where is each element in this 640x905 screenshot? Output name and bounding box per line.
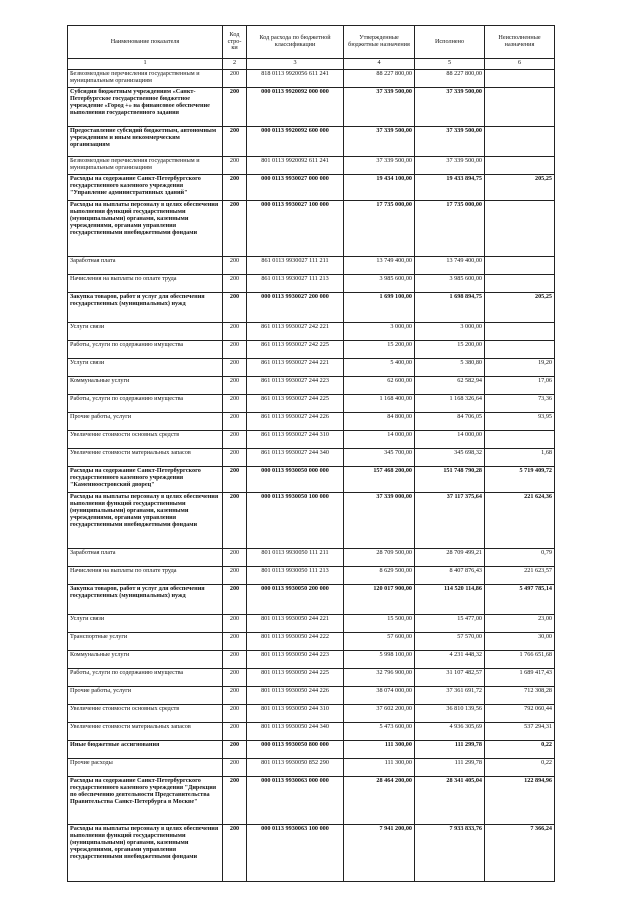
- indicator-name-cell: Коммунальные услуги: [68, 377, 223, 395]
- executed-amount-cell: 28 709 499,21: [415, 549, 485, 567]
- line-code-cell: 200: [223, 567, 247, 585]
- column-number: 4: [344, 59, 415, 70]
- indicator-name-cell: Предоставление субсидий бюджетным, автономным учреждениям и иным некоммерческим организациям: [68, 127, 223, 157]
- indicator-name-cell: Иные бюджетные ассигнования: [68, 741, 223, 759]
- line-code-cell: 200: [223, 585, 247, 615]
- indicator-name-cell: Расходы на содержание Санкт-Петербургского государственного казенного учреждения "Дирекция по обеспечению деятельности Представительства Правительства Санкт-Петербурга в Москве": [68, 777, 223, 825]
- classification-code-cell: 861 0113 9930027 242 221: [247, 323, 344, 341]
- executed-amount-cell: 19 433 894,75: [415, 175, 485, 201]
- classification-code-cell: 818 0113 9920056 611 241: [247, 70, 344, 88]
- unexecuted-amount-cell: [485, 257, 555, 275]
- unexecuted-amount-cell: 122 894,96: [485, 777, 555, 825]
- unexecuted-amount-cell: 1 689 417,43: [485, 669, 555, 687]
- classification-code-cell: 801 0113 9930050 244 223: [247, 651, 344, 669]
- unexecuted-amount-cell: 0,79: [485, 549, 555, 567]
- line-code-cell: 200: [223, 449, 247, 467]
- classification-code-cell: 801 0113 9930050 111 213: [247, 567, 344, 585]
- approved-amount-cell: 13 749 400,00: [344, 257, 415, 275]
- header-unexecuted: Неисполненные назначения: [485, 26, 555, 59]
- table-row: [68, 395, 555, 413]
- table-row: [68, 449, 555, 467]
- header-line-code: Код стро-ки: [223, 26, 247, 59]
- header-budget-classification: Код расхода по бюджетной классификации: [247, 26, 344, 59]
- approved-amount-cell: 3 000,00: [344, 323, 415, 341]
- table-row: [68, 723, 555, 741]
- approved-amount-cell: 3 985 600,00: [344, 275, 415, 293]
- indicator-name-cell: Закупка товаров, работ и услуг для обеспечения государственных (муниципальных) нужд: [68, 293, 223, 323]
- classification-code-cell: 000 0113 9920092 600 000: [247, 127, 344, 157]
- approved-amount-cell: 19 434 100,00: [344, 175, 415, 201]
- executed-amount-cell: 114 520 114,86: [415, 585, 485, 615]
- indicator-name-cell: Расходы на выплаты персоналу в целях обеспечения выполнения функций государственными (муниципальными) органами, казенными учреждениями, органами управления государственными внебюджетными фондами: [68, 493, 223, 549]
- approved-amount-cell: 111 300,00: [344, 741, 415, 759]
- unexecuted-amount-cell: [485, 201, 555, 257]
- unexecuted-amount-cell: 0,22: [485, 741, 555, 759]
- table-row: [68, 257, 555, 275]
- approved-amount-cell: 17 735 000,00: [344, 201, 415, 257]
- table-row: [68, 293, 555, 323]
- line-code-cell: 200: [223, 759, 247, 777]
- classification-code-cell: 801 0113 9930050 244 225: [247, 669, 344, 687]
- executed-amount-cell: 28 341 405,04: [415, 777, 485, 825]
- unexecuted-amount-cell: [485, 323, 555, 341]
- executed-amount-cell: 31 107 482,57: [415, 669, 485, 687]
- line-code-cell: 200: [223, 777, 247, 825]
- classification-code-cell: 801 0113 9930050 244 221: [247, 615, 344, 633]
- unexecuted-amount-cell: 93,95: [485, 413, 555, 431]
- executed-amount-cell: 37 361 691,72: [415, 687, 485, 705]
- indicator-name-cell: Прочие работы, услуги: [68, 413, 223, 431]
- header-indicator-name: Наименование показателя: [68, 26, 223, 59]
- table-row: [68, 585, 555, 615]
- table-row: [68, 70, 555, 88]
- classification-code-cell: 861 0113 9930027 244 310: [247, 431, 344, 449]
- table-row: [68, 323, 555, 341]
- executed-amount-cell: 88 227 800,00: [415, 70, 485, 88]
- executed-amount-cell: 37 339 500,00: [415, 127, 485, 157]
- executed-amount-cell: 111 299,78: [415, 741, 485, 759]
- approved-amount-cell: 15 500,00: [344, 615, 415, 633]
- executed-amount-cell: 37 339 500,00: [415, 157, 485, 175]
- executed-amount-cell: 13 749 400,00: [415, 257, 485, 275]
- table-row: [68, 157, 555, 175]
- line-code-cell: 200: [223, 741, 247, 759]
- table-row: [68, 633, 555, 651]
- approved-amount-cell: 57 600,00: [344, 633, 415, 651]
- table-row: [68, 687, 555, 705]
- executed-amount-cell: 5 380,80: [415, 359, 485, 377]
- table-row: [68, 777, 555, 825]
- unexecuted-amount-cell: [485, 157, 555, 175]
- approved-amount-cell: 1 699 100,00: [344, 293, 415, 323]
- table-row: [68, 359, 555, 377]
- executed-amount-cell: 84 706,05: [415, 413, 485, 431]
- approved-amount-cell: 37 339 000,00: [344, 493, 415, 549]
- classification-code-cell: 801 0113 9930050 111 211: [247, 549, 344, 567]
- table-row: [68, 88, 555, 127]
- unexecuted-amount-cell: [485, 431, 555, 449]
- approved-amount-cell: 28 709 500,00: [344, 549, 415, 567]
- column-number: 1: [68, 59, 223, 70]
- approved-amount-cell: 37 339 500,00: [344, 88, 415, 127]
- executed-amount-cell: 17 735 000,00: [415, 201, 485, 257]
- classification-code-cell: 861 0113 9930027 244 340: [247, 449, 344, 467]
- table-row: [68, 127, 555, 157]
- indicator-name-cell: Увеличение стоимости материальных запасов: [68, 723, 223, 741]
- unexecuted-amount-cell: 221 623,57: [485, 567, 555, 585]
- column-number: 2: [223, 59, 247, 70]
- executed-amount-cell: 345 698,32: [415, 449, 485, 467]
- table-row: [68, 615, 555, 633]
- column-number: 5: [415, 59, 485, 70]
- executed-amount-cell: 57 570,00: [415, 633, 485, 651]
- budget-execution-table: [67, 25, 555, 882]
- executed-amount-cell: 7 933 833,76: [415, 825, 485, 882]
- indicator-name-cell: Прочие расходы: [68, 759, 223, 777]
- unexecuted-amount-cell: 1,68: [485, 449, 555, 467]
- unexecuted-amount-cell: 1 766 651,68: [485, 651, 555, 669]
- indicator-name-cell: Работы, услуги по содержанию имущества: [68, 341, 223, 359]
- approved-amount-cell: 37 339 500,00: [344, 127, 415, 157]
- indicator-name-cell: Расходы на выплаты персоналу в целях обеспечения выполнения функций государственными (муниципальными) органами, казенными учреждениями, органами управления государственными внебюджетными фондами: [68, 201, 223, 257]
- table-body: [68, 70, 555, 882]
- table-row: [68, 413, 555, 431]
- indicator-name-cell: Начисления на выплаты по оплате труда: [68, 567, 223, 585]
- unexecuted-amount-cell: 30,00: [485, 633, 555, 651]
- classification-code-cell: 801 0113 9930050 244 226: [247, 687, 344, 705]
- unexecuted-amount-cell: [485, 127, 555, 157]
- table-row: [68, 467, 555, 493]
- indicator-name-cell: Транспортные услуги: [68, 633, 223, 651]
- executed-amount-cell: 3 000,00: [415, 323, 485, 341]
- unexecuted-amount-cell: 205,25: [485, 175, 555, 201]
- indicator-name-cell: Увеличение стоимости основных средств: [68, 705, 223, 723]
- unexecuted-amount-cell: [485, 88, 555, 127]
- classification-code-cell: 000 0113 9930063 000 000: [247, 777, 344, 825]
- executed-amount-cell: 15 477,00: [415, 615, 485, 633]
- approved-amount-cell: 7 941 200,00: [344, 825, 415, 882]
- unexecuted-amount-cell: 0,22: [485, 759, 555, 777]
- indicator-name-cell: Заработная плата: [68, 549, 223, 567]
- classification-code-cell: 000 0113 9930063 100 000: [247, 825, 344, 882]
- approved-amount-cell: 120 017 900,00: [344, 585, 415, 615]
- approved-amount-cell: 345 700,00: [344, 449, 415, 467]
- executed-amount-cell: 1 168 326,64: [415, 395, 485, 413]
- approved-amount-cell: 37 339 500,00: [344, 157, 415, 175]
- classification-code-cell: 861 0113 9930027 242 225: [247, 341, 344, 359]
- approved-amount-cell: 37 602 200,00: [344, 705, 415, 723]
- indicator-name-cell: Расходы на содержание Санкт-Петербургского государственного казенного учреждения "Каменноостровский дворец": [68, 467, 223, 493]
- classification-code-cell: 801 0113 9930050 244 222: [247, 633, 344, 651]
- line-code-cell: 200: [223, 175, 247, 201]
- table-row: [68, 275, 555, 293]
- unexecuted-amount-cell: 17,06: [485, 377, 555, 395]
- unexecuted-amount-cell: 5 719 409,72: [485, 467, 555, 493]
- approved-amount-cell: 5 400,00: [344, 359, 415, 377]
- unexecuted-amount-cell: 221 624,36: [485, 493, 555, 549]
- line-code-cell: 200: [223, 467, 247, 493]
- table-row: [68, 377, 555, 395]
- classification-code-cell: 861 0113 9930027 244 225: [247, 395, 344, 413]
- unexecuted-amount-cell: [485, 275, 555, 293]
- classification-code-cell: 861 0113 9930027 244 226: [247, 413, 344, 431]
- line-code-cell: 200: [223, 377, 247, 395]
- table-row: [68, 651, 555, 669]
- line-code-cell: 200: [223, 413, 247, 431]
- line-code-cell: 200: [223, 825, 247, 882]
- line-code-cell: 200: [223, 70, 247, 88]
- classification-code-cell: 801 0113 9930050 852 290: [247, 759, 344, 777]
- unexecuted-amount-cell: [485, 341, 555, 359]
- classification-code-cell: 000 0113 9920092 000 000: [247, 88, 344, 127]
- line-code-cell: 200: [223, 687, 247, 705]
- header-approved: Утвержденные бюджетные назначения: [344, 26, 415, 59]
- column-number: 3: [247, 59, 344, 70]
- line-code-cell: 200: [223, 257, 247, 275]
- table-row: [68, 741, 555, 759]
- executed-amount-cell: 1 698 894,75: [415, 293, 485, 323]
- approved-amount-cell: 88 227 800,00: [344, 70, 415, 88]
- approved-amount-cell: 28 464 200,00: [344, 777, 415, 825]
- executed-amount-cell: 62 582,94: [415, 377, 485, 395]
- approved-amount-cell: 32 796 900,00: [344, 669, 415, 687]
- classification-code-cell: 000 0113 9930027 000 000: [247, 175, 344, 201]
- approved-amount-cell: 1 168 400,00: [344, 395, 415, 413]
- approved-amount-cell: 5 473 600,00: [344, 723, 415, 741]
- table-row: [68, 341, 555, 359]
- indicator-name-cell: Прочие работы, услуги: [68, 687, 223, 705]
- indicator-name-cell: Расходы на содержание Санкт-Петербургского государственного казенного учреждения "Управление административных зданий": [68, 175, 223, 201]
- line-code-cell: 200: [223, 359, 247, 377]
- indicator-name-cell: Увеличение стоимости материальных запасов: [68, 449, 223, 467]
- classification-code-cell: 861 0113 9930027 244 223: [247, 377, 344, 395]
- approved-amount-cell: 157 468 200,00: [344, 467, 415, 493]
- unexecuted-amount-cell: 5 497 785,14: [485, 585, 555, 615]
- indicator-name-cell: Расходы на выплаты персоналу в целях обеспечения выполнения функций государственными (муниципальными) органами, казенными учреждениями, органами управления государственными внебюджетными фондами: [68, 825, 223, 882]
- indicator-name-cell: Коммунальные услуги: [68, 651, 223, 669]
- line-code-cell: 200: [223, 651, 247, 669]
- indicator-name-cell: Начисления на выплаты по оплате труда: [68, 275, 223, 293]
- executed-amount-cell: 37 339 500,00: [415, 88, 485, 127]
- indicator-name-cell: Увеличение стоимости основных средств: [68, 431, 223, 449]
- table-row: [68, 567, 555, 585]
- classification-code-cell: 000 0113 9930050 000 000: [247, 467, 344, 493]
- column-number: 6: [485, 59, 555, 70]
- line-code-cell: 200: [223, 127, 247, 157]
- table-row: [68, 493, 555, 549]
- executed-amount-cell: 15 200,00: [415, 341, 485, 359]
- table-row: [68, 759, 555, 777]
- column-number-row: [68, 59, 555, 70]
- classification-code-cell: 861 0113 9930027 111 213: [247, 275, 344, 293]
- approved-amount-cell: 14 000,00: [344, 431, 415, 449]
- line-code-cell: 200: [223, 431, 247, 449]
- table-row: [68, 549, 555, 567]
- line-code-cell: 200: [223, 341, 247, 359]
- table-row: [68, 201, 555, 257]
- line-code-cell: 200: [223, 395, 247, 413]
- indicator-name-cell: Услуги связи: [68, 615, 223, 633]
- indicator-name-cell: Субсидия бюджетным учреждениям «Санкт-Петербургское государственное бюджетное учреждение «Город +» на финансовое обеспечение выполнения государственного задания: [68, 88, 223, 127]
- executed-amount-cell: 36 810 139,56: [415, 705, 485, 723]
- approved-amount-cell: 38 074 000,00: [344, 687, 415, 705]
- executed-amount-cell: 8 407 876,43: [415, 567, 485, 585]
- approved-amount-cell: 15 200,00: [344, 341, 415, 359]
- classification-code-cell: 000 0113 9930027 200 000: [247, 293, 344, 323]
- unexecuted-amount-cell: 537 294,31: [485, 723, 555, 741]
- table-row: [68, 825, 555, 882]
- line-code-cell: 200: [223, 275, 247, 293]
- approved-amount-cell: 111 300,00: [344, 759, 415, 777]
- line-code-cell: 200: [223, 493, 247, 549]
- indicator-name-cell: Услуги связи: [68, 359, 223, 377]
- classification-code-cell: 801 0113 9930050 244 310: [247, 705, 344, 723]
- table-row: [68, 669, 555, 687]
- unexecuted-amount-cell: 792 060,44: [485, 705, 555, 723]
- executed-amount-cell: 14 000,00: [415, 431, 485, 449]
- line-code-cell: 200: [223, 633, 247, 651]
- executed-amount-cell: 37 117 375,64: [415, 493, 485, 549]
- unexecuted-amount-cell: 205,25: [485, 293, 555, 323]
- unexecuted-amount-cell: 19,20: [485, 359, 555, 377]
- classification-code-cell: 801 0113 9930050 244 340: [247, 723, 344, 741]
- line-code-cell: 200: [223, 705, 247, 723]
- classification-code-cell: 000 0113 9930050 800 000: [247, 741, 344, 759]
- indicator-name-cell: Заработная плата: [68, 257, 223, 275]
- unexecuted-amount-cell: 23,00: [485, 615, 555, 633]
- line-code-cell: 200: [223, 88, 247, 127]
- classification-code-cell: 000 0113 9930050 100 000: [247, 493, 344, 549]
- table-header-row: [68, 26, 555, 59]
- line-code-cell: 200: [223, 549, 247, 567]
- line-code-cell: 200: [223, 157, 247, 175]
- indicator-name-cell: Работы, услуги по содержанию имущества: [68, 395, 223, 413]
- header-executed: Исполнено: [415, 26, 485, 59]
- approved-amount-cell: 62 600,00: [344, 377, 415, 395]
- indicator-name-cell: Работы, услуги по содержанию имущества: [68, 669, 223, 687]
- executed-amount-cell: 151 748 790,28: [415, 467, 485, 493]
- line-code-cell: 200: [223, 201, 247, 257]
- approved-amount-cell: 5 998 100,00: [344, 651, 415, 669]
- unexecuted-amount-cell: 7 366,24: [485, 825, 555, 882]
- executed-amount-cell: 4 936 305,69: [415, 723, 485, 741]
- table-row: [68, 705, 555, 723]
- classification-code-cell: 861 0113 9930027 111 211: [247, 257, 344, 275]
- unexecuted-amount-cell: 712 308,28: [485, 687, 555, 705]
- executed-amount-cell: 111 299,78: [415, 759, 485, 777]
- classification-code-cell: 801 0113 9920092 611 241: [247, 157, 344, 175]
- indicator-name-cell: Безвозмездные перечисления государственным и муниципальным организациям: [68, 157, 223, 175]
- line-code-cell: 200: [223, 323, 247, 341]
- table-row: [68, 175, 555, 201]
- unexecuted-amount-cell: 73,36: [485, 395, 555, 413]
- classification-code-cell: 000 0113 9930027 100 000: [247, 201, 344, 257]
- approved-amount-cell: 84 800,00: [344, 413, 415, 431]
- unexecuted-amount-cell: [485, 70, 555, 88]
- table-row: [68, 431, 555, 449]
- line-code-cell: 200: [223, 669, 247, 687]
- approved-amount-cell: 8 629 500,00: [344, 567, 415, 585]
- classification-code-cell: 000 0113 9930050 200 000: [247, 585, 344, 615]
- executed-amount-cell: 3 985 600,00: [415, 275, 485, 293]
- line-code-cell: 200: [223, 723, 247, 741]
- line-code-cell: 200: [223, 615, 247, 633]
- classification-code-cell: 861 0113 9930027 244 221: [247, 359, 344, 377]
- indicator-name-cell: Услуги связи: [68, 323, 223, 341]
- line-code-cell: 200: [223, 293, 247, 323]
- executed-amount-cell: 4 231 448,32: [415, 651, 485, 669]
- indicator-name-cell: Закупка товаров, работ и услуг для обеспечения государственных (муниципальных) нужд: [68, 585, 223, 615]
- indicator-name-cell: Безвозмездные перечисления государственным и муниципальным организациям: [68, 70, 223, 88]
